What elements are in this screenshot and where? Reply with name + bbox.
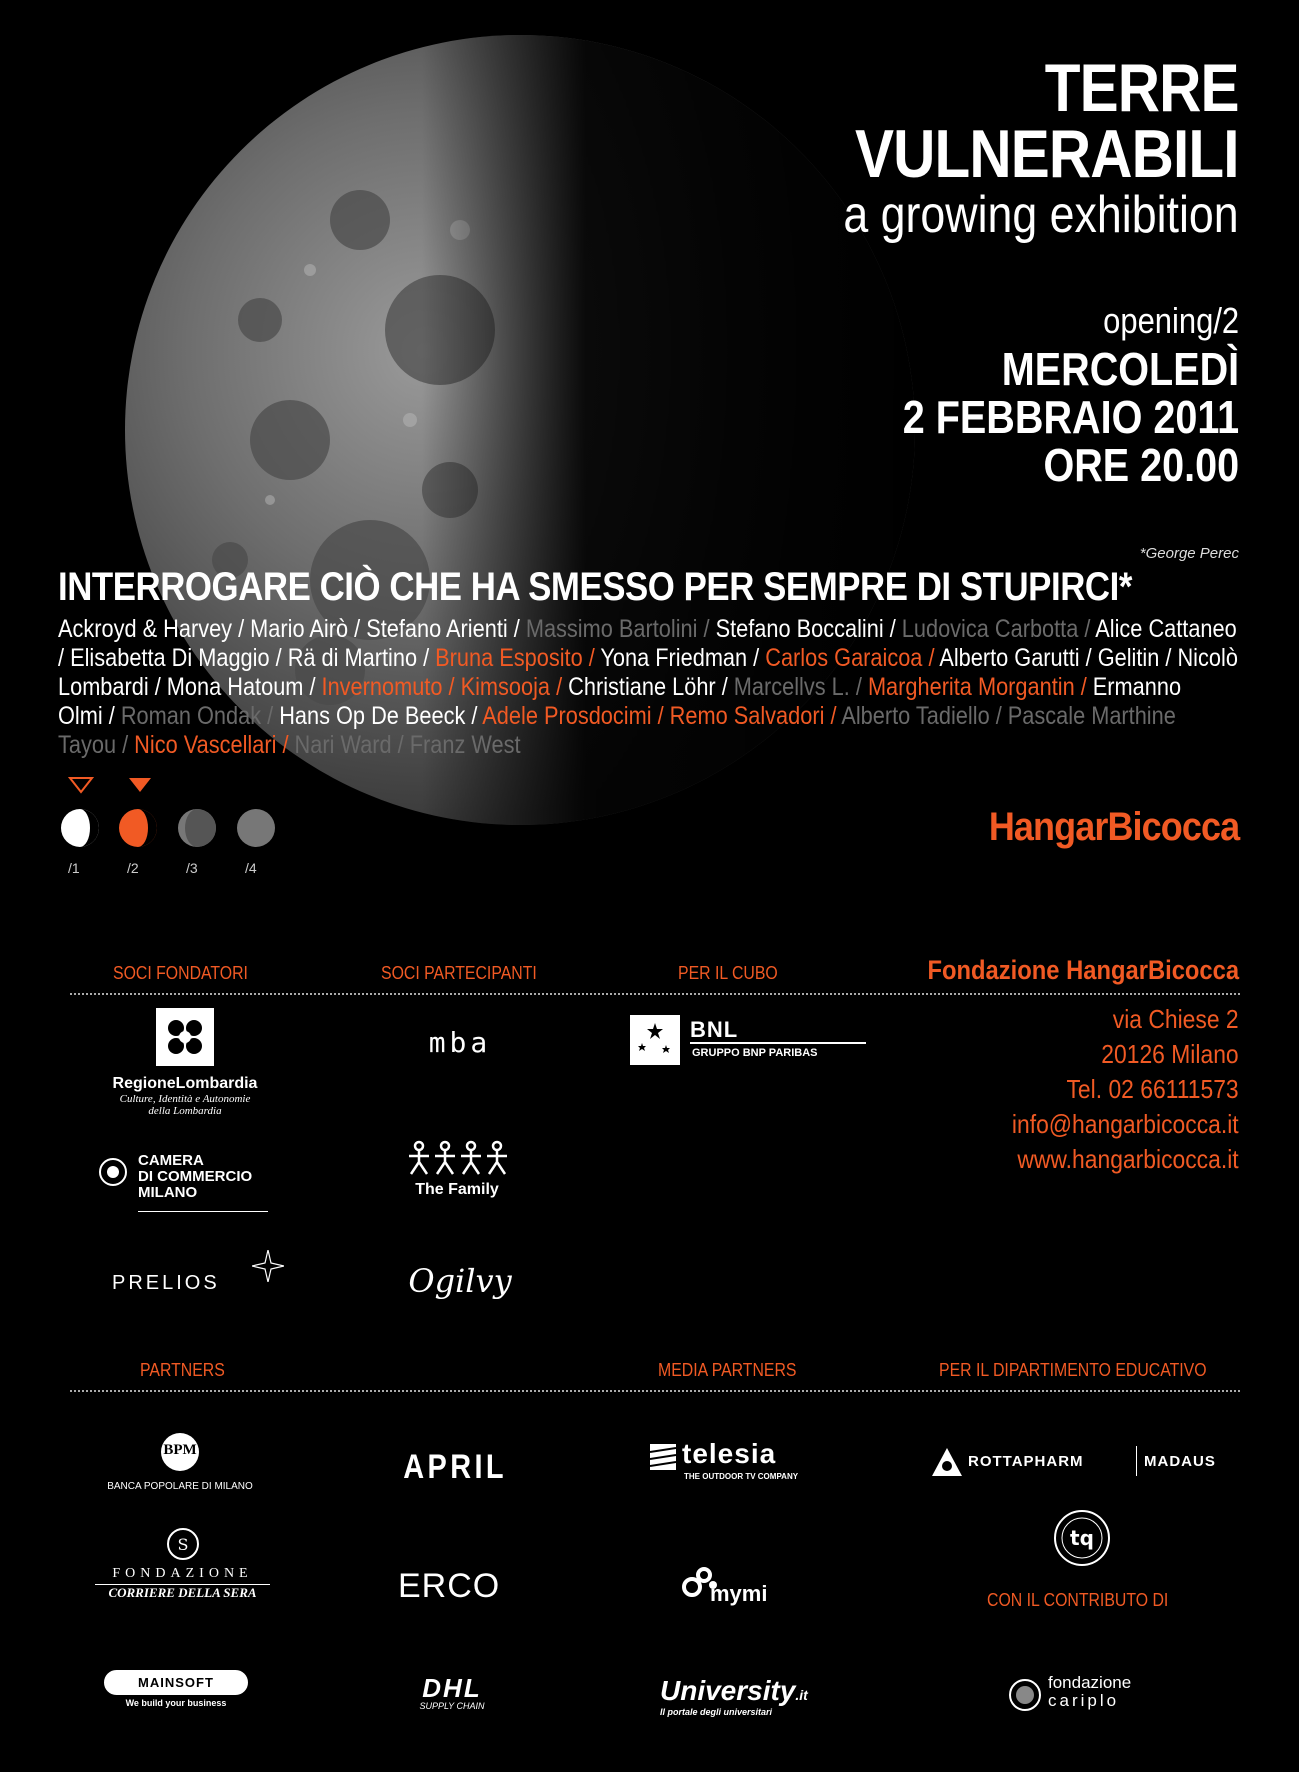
regione-sub1: Culture, Identità e Autonomie	[119, 1093, 251, 1105]
phase-3-label: /3	[186, 860, 198, 876]
artist-text: Alberto Tadiello / Pascale Marthine	[841, 702, 1176, 730]
artist-text: Carlos Garaicoa /	[765, 644, 940, 672]
cariplo-emblem-icon	[1008, 1678, 1042, 1712]
event-date-block	[903, 345, 1239, 489]
title-line2: VULNERABILI	[855, 116, 1239, 192]
artists-list	[58, 615, 1250, 760]
rottapharm-name: ROTTAPHARM	[968, 1453, 1084, 1470]
title-line1: TERRE	[1045, 50, 1239, 126]
bnl-sub: GRUPPO BNP PARIBAS	[692, 1047, 818, 1059]
mymi-logo	[682, 1565, 792, 1611]
rottapharm-icon	[932, 1448, 962, 1476]
hangarbicocca-logo: HangarBicocca	[988, 805, 1239, 849]
bnl-rule	[690, 1042, 866, 1044]
artist-text: Hans Op De Beeck /	[279, 702, 483, 730]
university-name: University	[660, 1675, 796, 1706]
dhl-sub: SUPPLY CHAIN	[419, 1701, 485, 1711]
family-name: The Family	[415, 1181, 499, 1198]
telesia-logo	[650, 1440, 810, 1490]
star-icon	[252, 1250, 284, 1282]
artist-text: Christiane Löhr /	[568, 673, 734, 701]
divider-bottom	[70, 1390, 1240, 1392]
bnl-stars-icon	[630, 1015, 680, 1065]
mainsoft-sub: We build your business	[125, 1698, 227, 1708]
telesia-name: telesia	[682, 1438, 777, 1469]
event-date: 2 FEBBRAIO 2011	[902, 391, 1239, 443]
camera-line3: MILANO	[138, 1184, 198, 1201]
quote-headline: INTERROGARE CIÒ CHE HA SMESSO PER SEMPRE DI STUPIRCI*	[58, 565, 1132, 609]
cariplo-line1: fondazione	[1048, 1673, 1132, 1692]
artist-text: Invernomuto / Kimsooja /	[321, 673, 569, 701]
moon-phase-3-icon	[177, 808, 217, 848]
artist-text: Alice Cattaneo	[1095, 615, 1237, 643]
label-dipartimento: PER IL DIPARTIMENTO EDUCATIVO	[939, 1360, 1207, 1380]
artist-text: Bruna Esposito /	[435, 644, 601, 672]
artist-text: Ludovica Carbotta /	[901, 615, 1096, 643]
family-figures-icon	[405, 1140, 509, 1176]
artist-text: Olmi /	[58, 702, 121, 730]
svg-text:S: S	[177, 1535, 188, 1554]
regione-lombardia-logo	[90, 1008, 280, 1117]
phone: Tel. 02 66111573	[1066, 1074, 1239, 1104]
svg-text:tq: tq	[1070, 1526, 1094, 1550]
fondazione-contact	[1012, 1002, 1239, 1177]
regione-rose-icon	[156, 1008, 214, 1066]
quote-source: *George Perec	[1139, 545, 1239, 562]
artist-text: Tayou /	[58, 731, 135, 759]
label-contributo: CON IL CONTRIBUTO DI	[987, 1590, 1169, 1610]
moon-phase-2-icon	[118, 808, 158, 848]
artist-text: / Elisabetta Di Maggio / Rä di Martino /	[58, 644, 436, 672]
city: 20126 Milano	[1101, 1039, 1239, 1069]
artist-text: Ermanno	[1092, 673, 1182, 701]
label-soci-partecipanti: SOCI PARTECIPANTI	[381, 963, 537, 983]
fcs-line2: CORRIERE DELLA SERA	[95, 1584, 270, 1601]
address: via Chiese 2	[1113, 1004, 1239, 1034]
label-per-il-cubo: PER IL CUBO	[678, 963, 778, 983]
bpm-mark: BPM	[163, 1442, 197, 1458]
university-sub: Il portale degli universitari	[660, 1707, 773, 1717]
phase-2-label: /2	[127, 860, 139, 876]
artist-text: Margherita Morgantin /	[867, 673, 1093, 701]
artist-text: Lombardi / Mona Hatoum /	[58, 673, 322, 701]
artist-text: Roman Ondak /	[120, 702, 280, 730]
artist-text: Stefano Boccalini /	[715, 615, 902, 643]
phase-4-label: /4	[245, 860, 257, 876]
mainsoft-name: MAINSOFT	[104, 1670, 248, 1695]
telesia-icon	[650, 1444, 676, 1470]
camera-rule	[138, 1211, 268, 1212]
phase-1-marker-icon	[68, 776, 94, 794]
bnl-logo	[630, 1015, 866, 1065]
rottapharm-madaus-logo	[932, 1446, 1232, 1480]
prelios-logo	[112, 1272, 292, 1295]
event-day: MERCOLEDÌ	[1001, 343, 1239, 395]
moon-phase-1-icon	[60, 808, 100, 848]
phase-1-label: /1	[68, 860, 80, 876]
fcs-emblem-icon	[166, 1527, 200, 1561]
prelios-name: PRELIOS	[112, 1272, 220, 1294]
mba-logo: mba	[428, 1026, 492, 1059]
fondazione-cariplo-logo	[1008, 1674, 1178, 1714]
artist-text: Marcellvs L. /	[733, 673, 868, 701]
camera-seal-icon	[98, 1157, 128, 1187]
event-time: ORE 20.00	[1043, 439, 1239, 491]
artist-text: Yona Friedman /	[600, 644, 766, 672]
fondazione-title: Fondazione HangarBicocca	[927, 955, 1239, 985]
artist-text: Nico Vascellari /	[134, 731, 295, 759]
artist-text: Nari Ward / Franz West	[294, 731, 521, 759]
erco-logo: ERCO	[398, 1567, 501, 1605]
the-family-logo	[402, 1140, 512, 1199]
dhl-logo	[382, 1675, 522, 1711]
title-block	[779, 50, 1239, 244]
label-soci-fondatori: SOCI FONDATORI	[113, 963, 248, 983]
label-media-partners: MEDIA PARTNERS	[658, 1360, 797, 1380]
mainsoft-logo	[104, 1670, 248, 1708]
divider-top	[70, 993, 1240, 995]
cariplo-line2: cariplo	[1048, 1691, 1120, 1710]
artist-text: Alberto Garutti / Gelitin / Nicolò	[939, 644, 1238, 672]
dhl-name: DHL	[422, 1673, 482, 1703]
phase-2-marker-icon	[127, 776, 153, 794]
email-link[interactable]: info@hangarbicocca.it	[1012, 1109, 1239, 1139]
artist-text: Adele Prosdocimi / Remo Salvadori /	[482, 702, 842, 730]
madaus-name: MADAUS	[1144, 1453, 1216, 1470]
opening-label: opening/2	[1102, 300, 1239, 341]
regione-name: RegioneLombardia	[112, 1075, 258, 1092]
bpm-sub: BANCA POPOLARE DI MILANO	[107, 1481, 253, 1492]
artist-text: Massimo Bartolini /	[525, 615, 716, 643]
label-partners: PARTNERS	[140, 1360, 225, 1380]
mymi-name: mymi	[710, 1581, 768, 1606]
logo-separator	[1136, 1446, 1137, 1476]
camera-commercio-logo	[98, 1153, 278, 1215]
camera-line1: CAMERA	[138, 1152, 204, 1169]
april-logo: APRIL	[403, 1448, 507, 1486]
website-link[interactable]: www.hangarbicocca.it	[1017, 1144, 1239, 1174]
regione-sub2: della Lombardia	[148, 1105, 222, 1117]
moon-phase-4-icon	[236, 808, 276, 848]
university-tld: .it	[795, 1687, 808, 1703]
edu-seal-logo-icon	[1052, 1508, 1112, 1568]
fcs-line1: FONDAZIONE	[112, 1566, 253, 1581]
fondazione-corriere-logo	[95, 1527, 270, 1601]
artist-text: Ackroyd & Harvey / Mario Airò / Stefano Arienti /	[58, 615, 526, 643]
camera-line2: DI COMMERCIO	[138, 1168, 253, 1185]
title-subtitle: a growing exhibition	[843, 186, 1239, 244]
bnl-name: BNL	[690, 1017, 739, 1042]
ogilvy-logo: Ogilvy	[408, 1262, 512, 1300]
university-logo	[660, 1675, 830, 1717]
telesia-sub: THE OUTDOOR TV COMPANY	[684, 1472, 799, 1481]
bpm-logo	[90, 1432, 270, 1492]
